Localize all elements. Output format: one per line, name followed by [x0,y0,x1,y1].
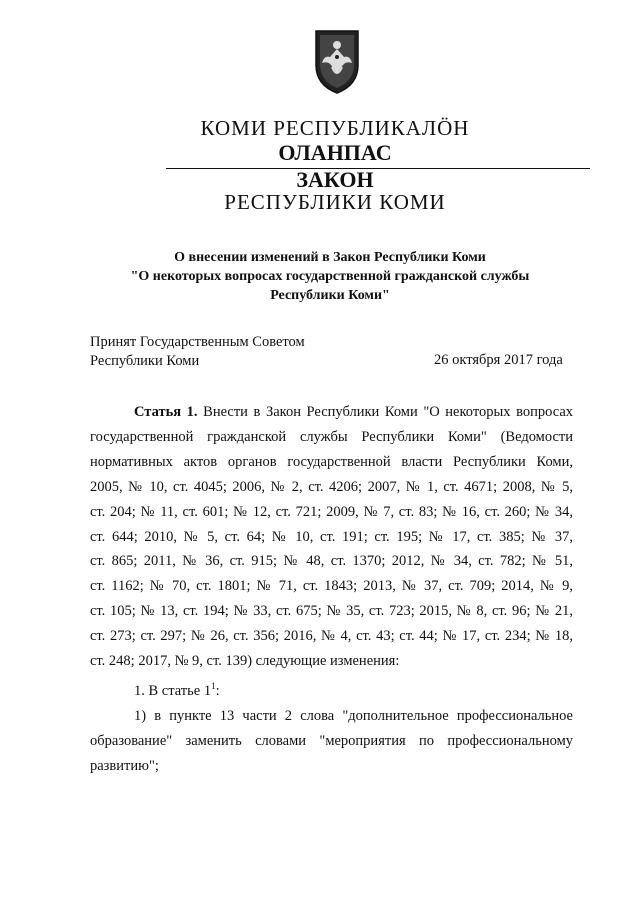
russian-title-line1: ЗАКОН [296,167,374,192]
item-1-superscript: 1 [211,680,216,691]
article-line: ст. 1162; № 70, ст. 1801; № 71, ст. 1843; 2013, № 37, ст. 709; 2014, № 9, [90,578,573,595]
item-1-suffix: : [215,682,220,699]
article-line: ст. 273; ст. 297; № 26, ст. 356; 2016, № 4, ст. 43; ст. 44; № 17, ст. 234; № 18, [90,628,573,645]
article-line: ст. 204; № 11, ст. 601; № 12, ст. 721; 2009, № 7, ст. 83; № 16, ст. 260; № 34, [90,503,573,520]
komi-title-line2: ОЛАНПАС [278,140,392,165]
russian-title-line2: РЕСПУБЛИКИ КОМИ [224,190,446,214]
adopted-by-line1: Принят Государственным Советом [90,334,305,350]
subject-line: "О некоторых вопросах государственной гражданской службы [130,269,530,284]
item-1-text: 1. В статье 1 [134,682,212,699]
article-line [90,400,573,425]
subitem-line: 1) в пункте 13 части 2 слова "дополнительное профессиональное [134,707,573,724]
coat-of-arms-icon [312,27,362,95]
article-line: нормативных актов органов государственной власти Республики Коми, [90,453,573,470]
subitem-line: образование" заменить словами "мероприятия по профессиональному [90,732,573,749]
article-line: ст. 105; № 13, ст. 194; № 33, ст. 675; № 35, ст. 723; 2015, № 8, ст. 96; № 21, [90,603,573,620]
article-line: ст. 865; 2011, № 36, ст. 915; № 48, ст. 1370; 2012, № 34, ст. 782; № 51, [90,553,573,570]
article-line: 2005, № 10, ст. 4045; 2006, № 2, ст. 4206; 2007, № 1, ст. 4671; 2008, № 5, [90,478,573,495]
article-line: ст. 248; 2017, № 9, ст. 139) следующие изменения: [90,653,400,670]
article-text: Внести в Закон Республики Коми "О некоторых вопросах [203,404,574,420]
komi-title-line1: КОМИ РЕСПУБЛИКАЛÖН [200,116,470,140]
law-subject [80,248,580,305]
adopted-by-line2: Республики Коми [90,353,200,369]
article-1 [90,400,573,779]
article-label: Статья 1. [134,404,198,420]
article-line: государственной гражданской службы Республики Коми" (Ведомости [90,428,573,445]
subitem-line: развитию"; [90,757,159,774]
adoption-info [90,333,305,371]
article-line: ст. 644; 2010, № 5, ст. 64; № 10, ст. 191; ст. 195; № 17, ст. 385; № 37, [90,528,573,545]
adoption-date: 26 октября 2017 года [434,352,563,368]
subject-line: О внесении изменений в Закон Республики Коми [174,250,486,265]
subject-line: Республики Коми" [270,288,390,303]
item-1 [90,674,573,704]
